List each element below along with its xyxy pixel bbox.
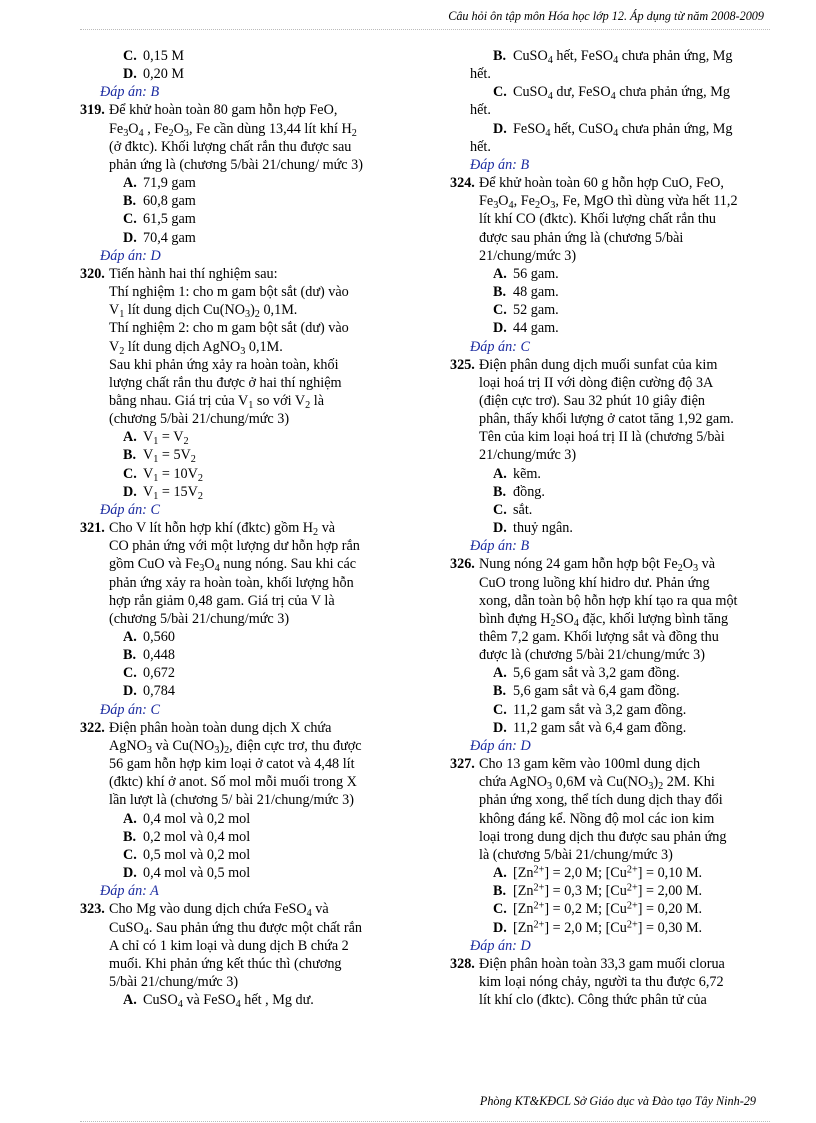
option-c: C. sắt.	[493, 501, 533, 518]
answer-key: Đáp án: B	[470, 538, 530, 555]
option-a: A. CuSO$_4$ và FeSO$_4$ hết , Mg dư.	[123, 992, 314, 1011]
question-number: 322.	[80, 719, 105, 736]
option-b: B. 0,448	[123, 647, 175, 664]
question-text: $Fe_3O_4$ , $Fe_2O_3$, Fe cần dùng 13,44 lít khí $H_2$	[109, 120, 357, 139]
option-a: A. $V_1 = V_2$	[123, 429, 189, 448]
question-321: 321. Cho V lít hỗn hợp khí (đktc) gồm $H_2$ và	[80, 520, 336, 539]
answer-key: Đáp án: D	[100, 247, 161, 264]
question-number: 321.	[80, 520, 105, 537]
answer-key: Đáp án: B	[470, 156, 530, 173]
header-divider	[80, 29, 770, 30]
option-d: D. 0,4 mol và 0,5 mol	[123, 865, 251, 882]
question-number: 320.	[80, 265, 105, 282]
left-column: C. 0,15 M D. 0,20 M Đáp án: B 319. Để khử hoàn toàn 80 gam hỗn hợp FeO, $Fe_3O_4$ , $Fe_2O_3$, Fe cần dùng 13,44 lít khí $H_2$ (ở đktc). Khối lượng chất rắn thu được sau phản ứng là (chương 5/bài 21/chung/ mức 3) A. 71,9 gam B. 60,8 gam C. 61,5 gam D. 70,4 gam Đáp án: D 320. Tiến hành hai thí nghiệm sau: Thí nghiệm 1: cho m gam bột sắt (dư) vào $V_1$ lít dung dịch $Cu(NO_3)_2$ 0,1M. Thí nghiệm 2: cho m gam bột sắt (dư) vào $V_2$ lít dung dịch AgNO$_3$ 0,1M. Sau khi phản ứng xảy ra hoàn toàn, khối lượng chất rắn thu được ở hai thí nghiệm bằng nhau. Giá trị của $V_1$ so với $V_2$ là (chương 5/bài 21/chung/mức 3) A. $V_1 = V_2$ B. $V_1 = 5V_2$ C. $V_1 = 10V_2$ D. $V_1 = 15V_2$ Đáp án: C 321. Cho V lít hỗn hợp khí (đktc) gồm $H_2$ và CO phản ứng với một lượng dư hỗn hợp rắn gồm CuO và $Fe_3O_4$ nung nóng. Sau khi các phản ứng xảy ra hoàn toàn, khối lượng hỗn hợp rắn giảm 0,48 gam. Giá trị của V là (chương 5/bài 21/chung/mức 3) A. 0,560 B. 0,448 C. 0,672 D. 0,784 Đáp án: C 322. Điện phân hoàn toàn dung dịch X chứa AgNO$_3$ và $Cu(NO_3)_2$, điện cực trơ, thu được 56 gam hỗn hợp kim loại ở catot và 4,48 lít (đktc) khí ở anot. Số mol mỗi muối trong X lần lượt là (chương 5/ bài 21/chung/mức 3) A. 0,4 mol và 0,2 mol B. 0,2 mol và 0,4 mol C. 0,5 mol và 0,2 mol D. 0,4 mol và 0,5 mol Đáp án: A 323. Cho Mg vào dung dịch chứa FeSO$_4$ và CuSO$_4$. Sau phản ứng thu được một chất rắn A chỉ có 1 kim loại và dung dịch B chứa 2 muối. Khi phản ứng kết thúc thì (chương 5/bài 21/chung/mức 3) A. CuSO$_4$ và FeSO$_4$ hết , Mg dư.	[80, 47, 385, 1009]
question-number: 324.	[450, 175, 475, 192]
option-a: A. 0,560	[123, 629, 175, 645]
option-d: D. 0,20 M	[123, 66, 184, 83]
question-324: 324. Để khử hoàn toàn 60 g hỗn hợp CuO, FeO,	[450, 175, 724, 192]
option-a: A. $[Zn^{2+}] = 2,0$ M; $[Cu^{2+}] = 0,10$ M.	[493, 864, 703, 882]
option-d: D. 0,784	[123, 683, 175, 700]
answer-key: Đáp án: C	[470, 338, 530, 355]
question-number: 327.	[450, 756, 475, 773]
question-319: 319. Để khử hoàn toàn 80 gam hỗn hợp FeO,	[80, 102, 338, 119]
answer-key: Đáp án: D	[470, 937, 531, 954]
option-c: C. $[Zn^{2+}] = 0,2$ M; $[Cu^{2+}] = 0,20$ M.	[493, 900, 703, 918]
option-b: B. 48 gam.	[493, 284, 559, 301]
option-b: B. đồng.	[493, 483, 545, 500]
option-b: B. 0,2 mol và 0,4 mol	[123, 828, 251, 845]
option-c: C. 52 gam.	[493, 302, 559, 319]
question-number: 323.	[80, 901, 105, 918]
answer-key: Đáp án: C	[100, 701, 160, 718]
option-a: A. 56 gam.	[493, 265, 559, 282]
question-number: 326.	[450, 556, 475, 573]
page-header: Câu hỏi ôn tập môn Hóa học lớp 12. Áp dụng từ năm 2008-2009	[448, 9, 764, 23]
question-number: 328.	[450, 955, 475, 972]
option-a: A. 0,4 mol và 0,2 mol	[123, 810, 251, 827]
right-column: B. CuSO$_4$ hết, FeSO$_4$ chưa phản ứng, Mg hết. C. CuSO$_4$ dư, FeSO$_4$ chưa phản ứng, Mg hết. D. FeSO$_4$ hết, CuSO$_4$ chưa phản ứng, Mg hết. Đáp án: B 324. Để khử hoàn toàn 60 g hỗn hợp CuO, FeO, $Fe_3O_4$, $Fe_2O_3$, Fe, MgO thì dùng vừa hết 11,2 lít khí CO (đktc). Khối lượng chất rắn thu được sau phản ứng là (chương 5/bài 21/chung/mức 3) A. 56 gam. B. 48 gam. C. 52 gam. D. 44 gam. Đáp án: C 325. Điện phân dung dịch muối sunfat của kim loại hoá trị II với dòng điện cường độ 3A (điện cực trơ). Sau 32 phút 10 giây điện phân, thấy khối lượng ở catot tăng 1,92 gam. Tên của kim loại hoá trị II là (chương 5/bài 21/chung/mức 3) A. kẽm. B. đồng. C. sắt. D. thuỷ ngân. Đáp án: B 326. Nung nóng 24 gam hỗn hợp bột $Fe_2O_3$ và CuO trong luồng khí hidro dư. Phản ứng xong, dẫn toàn bộ hỗn hợp khí tạo ra qua một bình đựng $H_2SO_4$ đặc, khối lượng bình tăng thêm 7,2 gam. Khối lượng sắt và đồng thu được là (chương 5/bài 21/chung/mức 3) A. 5,6 gam sắt và 3,2 gam đồng. B. 5,6 gam sắt và 6,4 gam đồng. C. 11,2 gam sắt và 3,2 gam đồng. D. 11,2 gam sắt và 6,4 gam đồng. Đáp án: D 327. Cho 13 gam kẽm vào 100ml dung dịch chứa AgNO$_3$ 0,6M và $Cu(NO_3)_2$ 2M. Khi phản ứng xong, thể tích dung dịch thay đổi không đáng kể. Nồng độ mol các ion kim loại trong dung dịch thu được sau phản ứng là (chương 5/bài 21/chung/mức 3) A. $[Zn^{2+}] = 2,0$ M; $[Cu^{2+}] = 0,10$ M. B. $[Zn^{2+}] = 0,3$ M; $[Cu^{2+}] = 2,00$ M. C. $[Zn^{2+}] = 0,2$ M; $[Cu^{2+}] = 0,20$ M. D. $[Zn^{2+}] = 2,0$ M; $[Cu^{2+}] = 0,30$ M. Đáp án: D 328. Điện phân hoàn toàn 33,3 gam muối clorua kim loại nóng chảy, người ta thu được 6,72 lít khí clo (đktc). Công thức phân tử của	[450, 47, 775, 1009]
option-b: B. $V_1 = 5V_2$	[123, 447, 196, 466]
option-d: D. $V_1 = 15V_2$	[123, 483, 203, 502]
option-c: C. $V_1 = 10V_2$	[123, 465, 203, 484]
option-c: C. 0,15 M	[123, 48, 184, 64]
option-d: D. FeSO$_4$ hết, CuSO$_4$ chưa phản ứng, Mg	[493, 120, 733, 139]
option-d: D. 11,2 gam sắt và 6,4 gam đồng.	[493, 719, 687, 736]
question-number: 325.	[450, 356, 475, 373]
option-c: C. CuSO$_4$ dư, FeSO$_4$ chưa phản ứng, Mg	[493, 84, 730, 103]
option-a: A. 5,6 gam sắt và 3,2 gam đồng.	[493, 665, 680, 682]
answer-key: Đáp án: A	[100, 883, 159, 900]
option-c: C. 61,5 gam	[123, 211, 196, 228]
option-c: C. 11,2 gam sắt và 3,2 gam đồng.	[493, 701, 687, 718]
question-322: 322. Điện phân hoàn toàn dung dịch X chứa	[80, 719, 332, 736]
question-328: 328. Điện phân hoàn toàn 33,3 gam muối clorua	[450, 955, 725, 972]
question-323: 323. Cho Mg vào dung dịch chứa FeSO$_4$ và	[80, 901, 329, 920]
option-b: B. $[Zn^{2+}] = 0,3$ M; $[Cu^{2+}] = 2,00$ M.	[493, 882, 703, 900]
question-327: 327. Cho 13 gam kẽm vào 100ml dung dịch	[450, 756, 701, 773]
option-d: D. 44 gam.	[493, 320, 559, 337]
option-d: D. thuỷ ngân.	[493, 520, 573, 537]
question-number: 319.	[80, 102, 105, 119]
option-c: C. 0,672	[123, 665, 175, 682]
option-a: A. kẽm.	[493, 465, 541, 482]
option-d: D. $[Zn^{2+}] = 2,0$ M; $[Cu^{2+}] = 0,30$ M.	[493, 918, 703, 936]
answer-key: Đáp án: C	[100, 501, 160, 518]
option-d: D. 70,4 gam	[123, 229, 196, 246]
footer-divider	[80, 1121, 770, 1122]
option-b: B. CuSO$_4$ hết, FeSO$_4$ chưa phản ứng, Mg	[493, 48, 733, 67]
option-b: B. 60,8 gam	[123, 193, 196, 210]
option-a: A. 71,9 gam	[123, 175, 196, 192]
answer-key: Đáp án: D	[470, 737, 531, 754]
option-c: C. 0,5 mol và 0,2 mol	[123, 846, 251, 863]
page-footer: Phòng KT&KĐCL Sở Giáo dục và Đào tạo Tây Ninh-29	[479, 1094, 756, 1108]
answer-key: Đáp án: B	[100, 84, 160, 101]
question-326: 326. Nung nóng 24 gam hỗn hợp bột $Fe_2O_3$ và	[450, 556, 716, 575]
question-320: 320. Tiến hành hai thí nghiệm sau:	[80, 265, 278, 282]
option-b: B. 5,6 gam sắt và 6,4 gam đồng.	[493, 683, 680, 700]
question-325: 325. Điện phân dung dịch muối sunfat của kim	[450, 356, 718, 373]
